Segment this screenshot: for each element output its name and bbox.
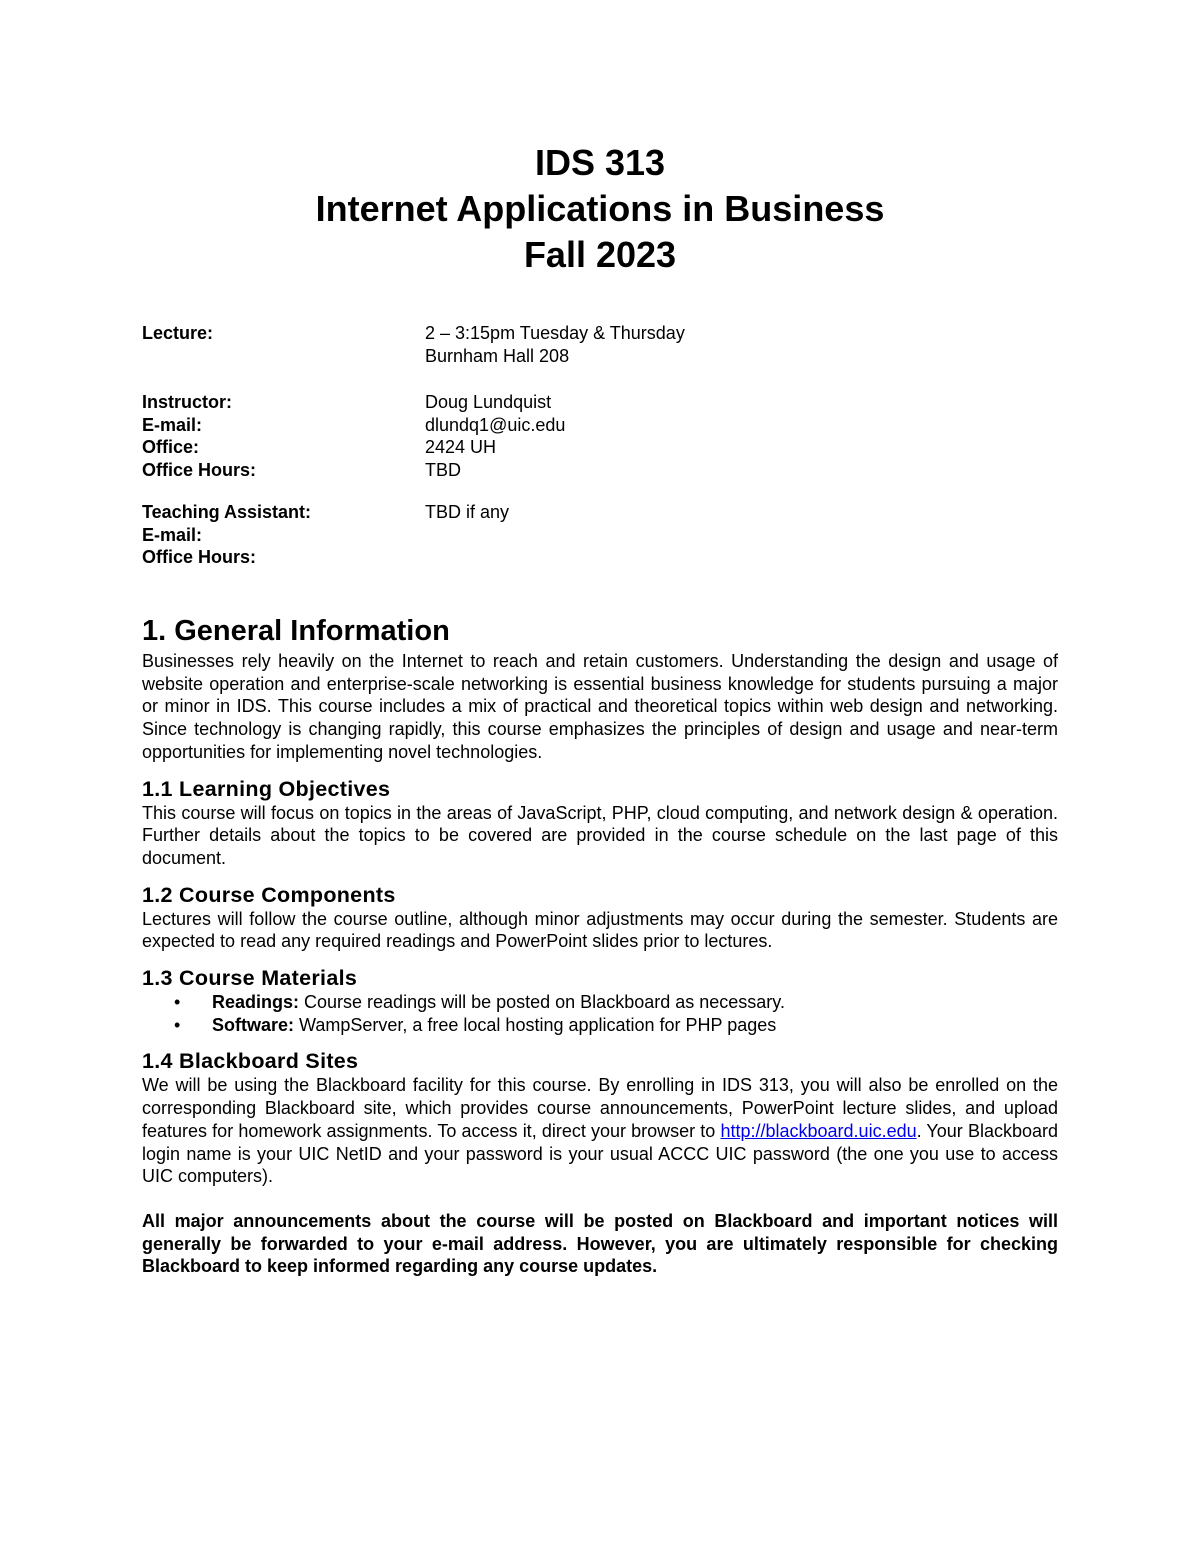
general-info-body: Businesses rely heavily on the Internet to reach and retain customers. Understanding the design and usage of website operation and enterprise-scale networking is essential business knowledge for students pursuing a major or minor in IDS. This course includes a mix of practical and theoretical topics within web design and networking. Since technology is changing rapidly, this course emphasizes the principles of design and usage and near-term opportunities for implementing novel technologies.: [142, 651, 1058, 762]
announcement-notice: All major announcements about the course will be posted on Blackboard and important notices will generally be forwarded to your e-mail address. However, you are ultimately responsible for checking Blackboard to keep informed regarding any course updates.: [142, 1210, 1058, 1277]
course-name: Internet Applications in Business: [315, 188, 885, 229]
instructor-label: Instructor:: [142, 392, 232, 412]
course-title-block: [0, 140, 1200, 278]
ta-email-label: E-mail:: [142, 524, 203, 545]
office-value: 2424 UH: [425, 437, 497, 458]
course-components-heading: 1.2 Course Components: [142, 882, 396, 907]
ta-value: TBD if any: [425, 502, 510, 522]
office-hours-value: TBD: [425, 460, 461, 481]
blackboard-body-after: . Your Blackboard login name is your UIC NetID and your password is your usual ACCC UIC password (the one you use to access UIC computers).: [142, 1120, 1058, 1187]
list-item: [142, 1014, 1058, 1037]
readings-label: Readings:: [212, 992, 300, 1013]
bullet-icon: •: [174, 992, 181, 1013]
blackboard-sites-heading: 1.4 Blackboard Sites: [142, 1049, 359, 1074]
general-info-heading: 1. General Information: [142, 615, 450, 647]
ta-info: [142, 501, 1062, 569]
software-label: Software:: [212, 1014, 295, 1035]
lecture-time: 2 – 3:15pm Tuesday & Thursday: [425, 323, 685, 343]
course-components-body: Lectures will follow the course outline, although minor adjustments may occur during the semester. Students are expected to read any required readings and PowerPoint slides prior to lectures.: [142, 908, 1058, 952]
course-term: Fall 2023: [523, 234, 677, 275]
blackboard-body-before: We will be using the Blackboard facility for this course. By enrolling in IDS 313, you will also be enrolled on the corresponding Blackboard site, which provides course announcements, PowerPoint lecture slides, and upload features for homework assignments. To access it, direct your browser to: [142, 1075, 1058, 1141]
lecture-info: [142, 322, 1062, 367]
lecture-label: Lecture:: [142, 323, 214, 343]
office-hours-label: Office Hours:: [142, 460, 257, 481]
instructor-name: Doug Lundquist: [425, 392, 552, 412]
instructor-info: [142, 391, 1062, 482]
learning-objectives-body: This course will focus on topics in the areas of JavaScript, PHP, cloud computing, and network design & operation. Further details about the topics to be covered are provided in the course schedule on the last page of this document.: [142, 802, 1058, 868]
readings-text: Course readings will be posted on Blackboard as necessary.: [299, 992, 785, 1013]
learning-objectives-heading: 1.1 Learning Objectives: [142, 776, 391, 801]
course-code: IDS 313: [534, 142, 666, 183]
ta-office-hours-label: Office Hours:: [142, 547, 257, 568]
course-materials-list: [142, 991, 1058, 1036]
email-value: dlundq1@uic.edu: [425, 414, 566, 435]
blackboard-link[interactable]: http://blackboard.uic.edu: [720, 1120, 917, 1141]
email-label: E-mail:: [142, 414, 203, 435]
software-text: WampServer, a free local hosting application for PHP pages: [294, 1014, 777, 1035]
course-materials-heading: 1.3 Course Materials: [142, 966, 358, 991]
bullet-icon: •: [174, 1014, 181, 1035]
blackboard-sites-body: [142, 1074, 1058, 1188]
office-label: Office:: [142, 437, 200, 458]
syllabus-content: [142, 612, 1058, 1278]
list-item: [142, 991, 1058, 1014]
lecture-room: Burnham Hall 208: [425, 345, 570, 366]
ta-label: Teaching Assistant:: [142, 502, 312, 522]
